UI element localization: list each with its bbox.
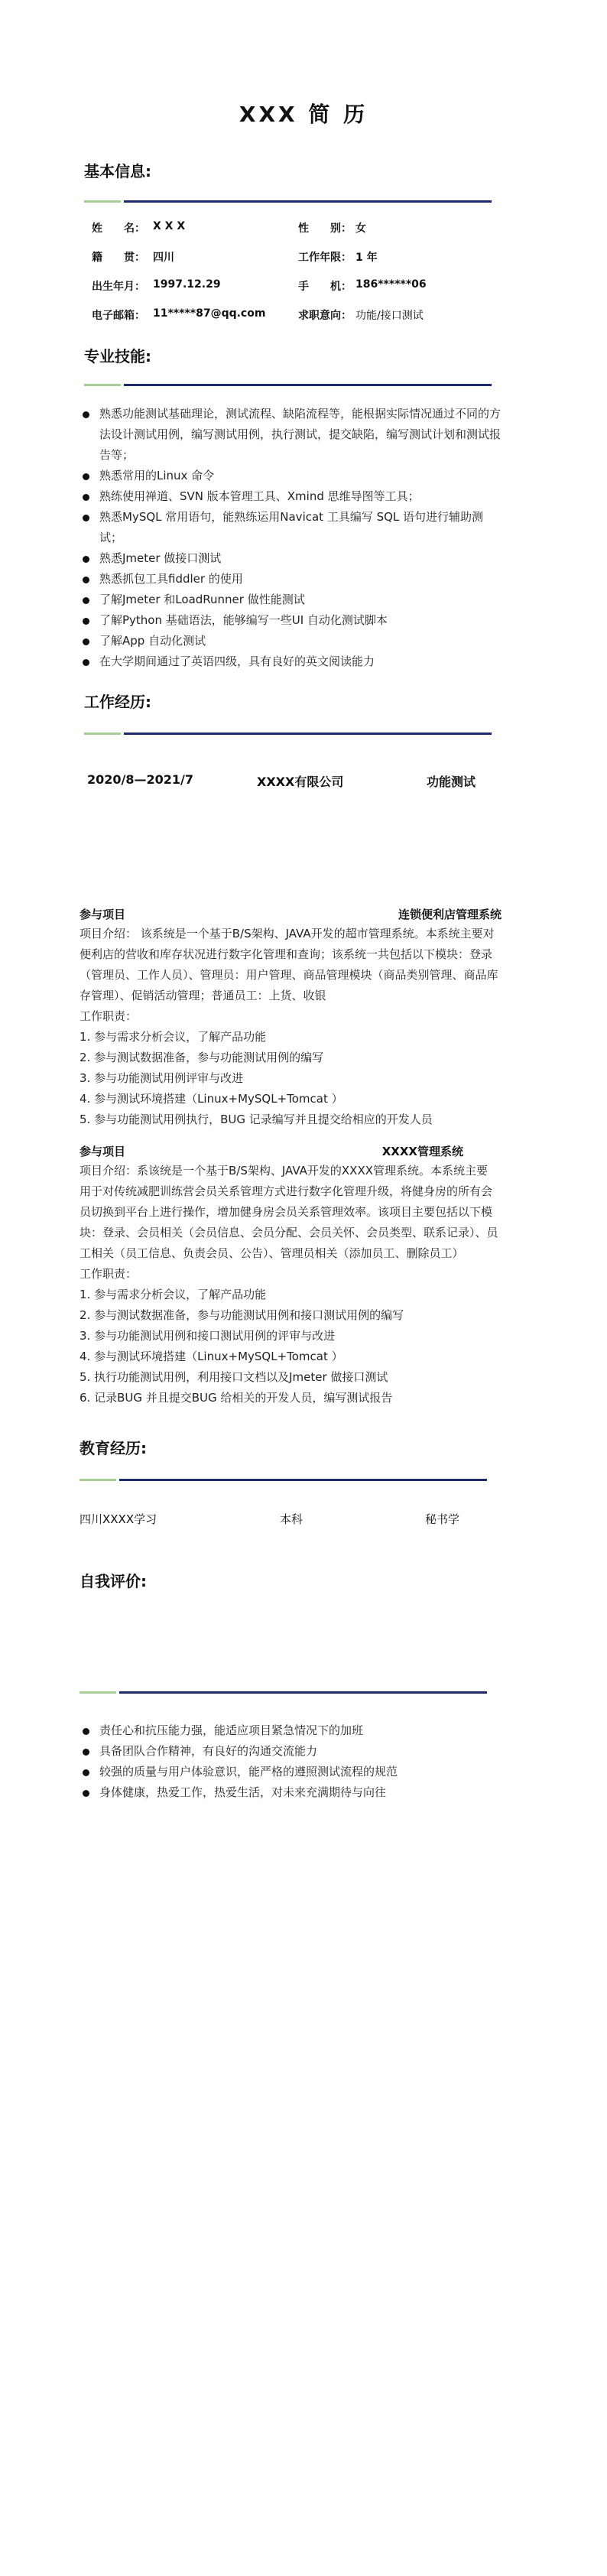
- info-row-email: [92, 307, 489, 323]
- skill-item: 在大学期间通过了英语四级，具有良好的英文阅读能力: [76, 651, 502, 672]
- project-duty: 2. 参与测试数据准备，参与功能测试用例和接口测试用例的编写: [80, 1308, 404, 1322]
- project-description: [80, 924, 498, 1130]
- project-name: XXXX管理系统: [381, 1145, 463, 1158]
- project-duty: 3. 参与功能测试用例和接口测试用例的评审与改进: [80, 1329, 336, 1343]
- section-title-work: 工作经历:: [84, 693, 151, 711]
- skill-item: 熟悉常用的Linux 命令: [76, 466, 502, 486]
- resume-title: XXX 简 历: [239, 102, 368, 127]
- project-header: [80, 1143, 502, 1160]
- project-duty: 5. 执行功能测试用例，利用接口文档以及Jmeter 做接口测试: [80, 1370, 388, 1384]
- self-evaluation-item: 身体健康，热爱工作，热爱生活，对未来充满期待与向往: [76, 1782, 502, 1803]
- skill-item: 了解Python 基础语法，能够编写一些UI 自动化测试脚本: [76, 610, 502, 631]
- project-duty: 4. 参与测试环境搭建（Linux+MySQL+Tomcat ）: [80, 1092, 343, 1106]
- native-label: 籍 贯：: [92, 252, 145, 264]
- info-row-name: [92, 220, 489, 236]
- work-entry: [87, 772, 500, 789]
- gender-label: 性 别：: [298, 223, 352, 235]
- project-duty: 1. 参与需求分析会议，了解产品功能: [80, 1030, 267, 1044]
- section-divider-self-evaluation: [80, 1691, 487, 1694]
- section-title-education: 教育经历:: [80, 1439, 147, 1457]
- section-divider-work: [84, 733, 492, 736]
- section-title-basic: 基本信息:: [84, 162, 151, 180]
- project-intro: 项目介绍：系该统是一个基于B/S架构、JAVA开发的XXXX管理系统。本系统主要用于对传统减肥训练营会员关系管理方式进行数字化管理升级，将健身房的所有会员切换到平台上进行操作，增加健身房会员关系管理效率。该项目主要包括以下模块：登录、会员相关（会员信息、会员分配、会员关怀、会员类型、联系记录）、员工相关（员工信息、负责会员、公告）、管理员相关（添加员工、删除员工）: [80, 1164, 498, 1260]
- years-value: 1 年: [355, 252, 378, 264]
- info-row-native: [92, 249, 489, 265]
- name-value: X X X: [153, 220, 186, 232]
- job-intent-label: 求职意向：: [298, 310, 352, 322]
- native-value: 四川: [153, 252, 174, 264]
- skills-list: [76, 404, 502, 672]
- work-company: XXXX有限公司: [257, 775, 344, 789]
- birth-value: 1997.12.29: [153, 278, 221, 291]
- self-evaluation-list: [76, 1720, 502, 1803]
- education-major: 秘书学: [425, 1512, 460, 1526]
- project-duty: 1. 参与需求分析会议，了解产品功能: [80, 1288, 267, 1301]
- section-title-self-evaluation: 自我评价:: [80, 1572, 147, 1590]
- project-label: 参与项目: [80, 908, 126, 921]
- self-evaluation-item: 具备团队合作精神，有良好的沟通交流能力: [76, 1741, 502, 1762]
- education-entry: [80, 1511, 500, 1528]
- project-duty: 6. 记录BUG 并且提交BUG 给相关的开发人员，编写测试报告: [80, 1391, 393, 1405]
- project-duty-label: 工作职责：: [80, 1009, 138, 1023]
- skill-item: 了解Jmeter 和LoadRunner 做性能测试: [76, 590, 502, 610]
- project-duty: 4. 参与测试环境搭建（Linux+MySQL+Tomcat ）: [80, 1350, 343, 1363]
- project-name: 连锁便利店管理系统: [398, 908, 502, 921]
- gender-value: 女: [355, 223, 366, 235]
- email-value: 11*****87@qq.com: [153, 307, 266, 320]
- skill-item: 熟悉Jmeter 做接口测试: [76, 548, 502, 569]
- skill-item: 熟悉MySQL 常用语句，能熟练运用Navicat 工具编写 SQL 语句进行辅助测试；: [76, 507, 502, 548]
- education-school: 四川XXXX学习: [80, 1512, 157, 1526]
- section-divider-basic: [84, 200, 492, 203]
- section-divider-skills: [84, 384, 492, 387]
- project-duty: 3. 参与功能测试用例评审与改进: [80, 1071, 244, 1085]
- work-role: 功能测试: [427, 775, 476, 789]
- skill-item: 了解App 自动化测试: [76, 631, 502, 651]
- project-duty: 5. 参与功能测试用例执行，BUG 记录编写并且提交给相应的开发人员: [80, 1113, 433, 1126]
- skill-item: 熟悉功能测试基础理论，测试流程、缺陷流程等，能根据实际情况通过不同的方法设计测试用例，编写测试用例，执行测试，提交缺陷，编写测试计划和测试报告等；: [76, 404, 502, 466]
- self-evaluation-item: 较强的质量与用户体验意识，能严格的遵照测试流程的规范: [76, 1762, 502, 1782]
- section-divider-education: [80, 1479, 487, 1482]
- skill-item: 熟练使用禅道、SVN 版本管理工具、Xmind 思维导图等工具；: [76, 486, 502, 507]
- education-degree: 本科: [280, 1512, 304, 1526]
- skill-item: 熟悉抓包工具fiddler 的使用: [76, 569, 502, 590]
- project-description: [80, 1161, 498, 1408]
- section-title-skills: 专业技能:: [84, 347, 151, 365]
- years-label: 工作年限：: [298, 252, 352, 264]
- email-label: 电子邮箱：: [92, 310, 145, 322]
- phone-label: 手 机：: [298, 281, 352, 293]
- job-intent-value: 功能/接口测试: [355, 310, 424, 322]
- work-period: 2020/8—2021/7: [87, 772, 194, 787]
- name-label: 姓 名：: [92, 223, 145, 235]
- project-duty: 2. 参与测试数据准备，参与功能测试用例的编写: [80, 1051, 324, 1064]
- project-header: [80, 906, 502, 923]
- phone-value: 186******06: [355, 278, 427, 291]
- info-row-birth: [92, 278, 489, 294]
- project-label: 参与项目: [80, 1145, 126, 1158]
- birth-label: 出生年月：: [92, 281, 145, 293]
- self-evaluation-item: 责任心和抗压能力强，能适应项目紧急情况下的加班: [76, 1720, 502, 1741]
- project-duty-label: 工作职责：: [80, 1267, 138, 1281]
- project-intro: 项目介绍： 该系统是一个基于B/S架构、JAVA开发的超市管理系统。本系统主要对便利店的营收和库存状况进行数字化管理和查询；该系统一共包括以下模块：登录（管理员、工作人员）、管理员：用户管理、商品管理模块（商品类别管理、商品库存管理）、促销活动管理；普通员工：上货、收银: [80, 927, 498, 1002]
